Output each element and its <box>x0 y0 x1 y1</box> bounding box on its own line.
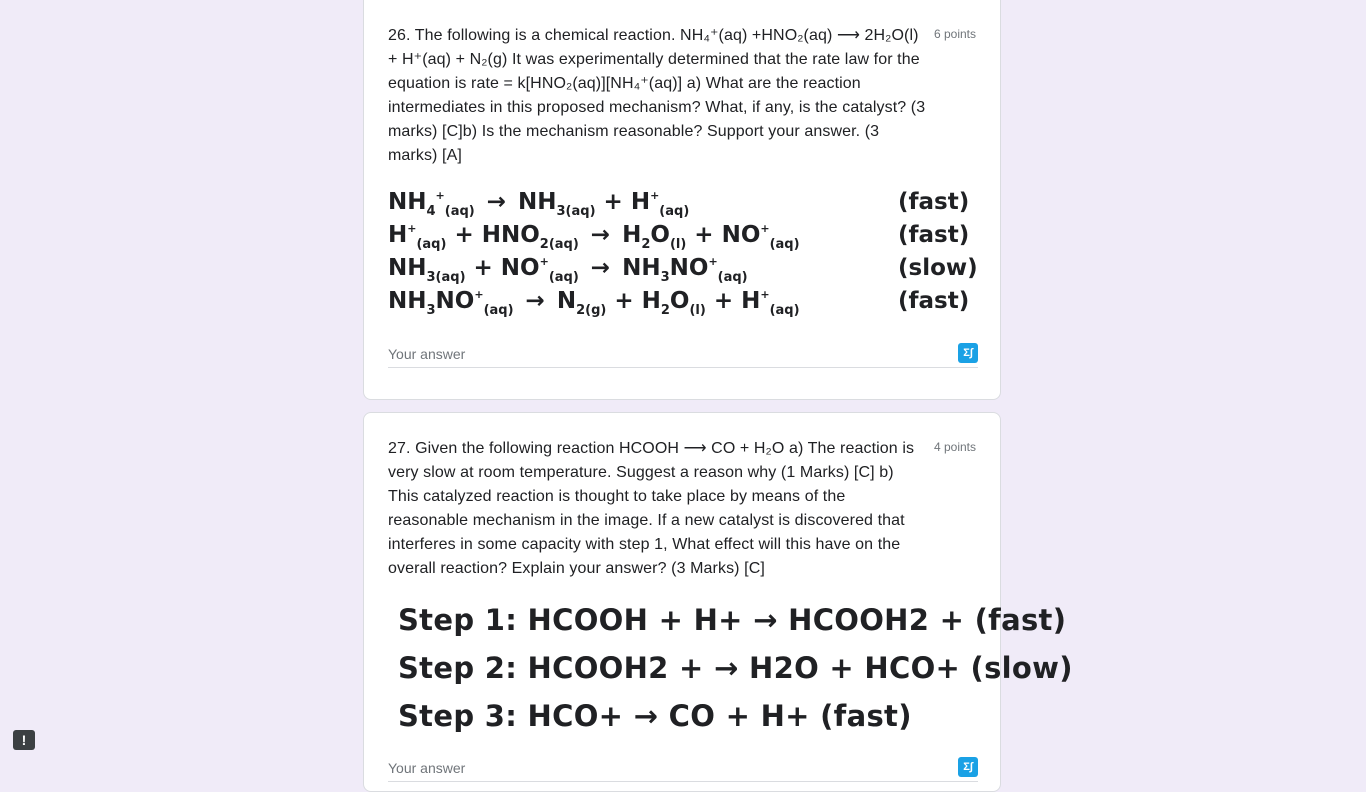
answer-input-27[interactable] <box>388 755 978 782</box>
answer-placeholder: Your answer <box>388 760 466 776</box>
question-card-27 <box>363 412 1073 792</box>
mechanism-rate-1: (fast) <box>898 189 970 215</box>
points-label: 6 points <box>933 27 976 41</box>
question-card-26 <box>363 0 1001 400</box>
equation-icon[interactable]: Σ∫ <box>958 343 978 363</box>
mechanism-image <box>388 189 978 329</box>
question-text: 27. Given the following reaction HCOOH ⟶ CO + H₂O a) The reaction is very slow at room temperature. Suggest a reason why (1 Marks) [C] b) This catalyzed reaction is thought to take place by means of the reasonable mechanism in the image. If a new catalyst is discovered that interferes in some capacity with step 1, What effect will this have on the overall reaction? Explain your answer? (3 Marks) [C] <box>388 440 915 577</box>
question-text: 26. The following is a chemical reaction. NH₄⁺(aq) +HNO₂(aq) ⟶ 2H₂O(l) + H⁺(aq) + N₂(g) It was experimentally determined that the rate law for the equation is rate = k[HNO₂(aq)][NH₄⁺(aq)] a) What are the reaction intermediates in this proposed mechanism? What, if any, is the catalyst? (3 marks) [C]b) Is the mechanism reasonable? Support your answer. (3 marks) [A] <box>388 27 926 164</box>
points-label: 4 points <box>933 440 976 454</box>
steps-image <box>388 603 1073 748</box>
mechanism-rate-3: (slow) <box>898 255 978 281</box>
step-3: Step 3: HCO+ → CO + H+ (fast) <box>398 699 912 733</box>
report-icon[interactable]: ! <box>13 730 35 750</box>
step-2: Step 2: HCOOH2 + → H2O + HCO+ (slow) <box>398 651 1073 685</box>
equation-icon[interactable]: Σ∫ <box>958 757 978 777</box>
mechanism-rate-2: (fast) <box>898 222 970 248</box>
mechanism-step-2: $H^+_{(aq)} + HNO_{2(aq)} \to H_2O_{(l)} + NO^+_{(aq)}$ <box>388 222 800 252</box>
answer-input-26[interactable] <box>388 341 978 368</box>
mechanism-step-3: $NH_{3(aq)} + NO^+_{(aq)} \to NH_3NO^+_{(aq)}$ <box>388 255 748 285</box>
mechanism-step-1: $NH_4^+_{(aq)} \to NH_{3(aq)} + H^+_{(aq)}$ <box>388 189 690 219</box>
question-header <box>388 437 976 581</box>
mechanism-rate-4: (fast) <box>898 288 970 314</box>
mechanism-step-4: $NH_3NO^+_{(aq)} \to N_{2(g)} + H_2O_{(l)} + H^+_{(aq)}$ <box>388 288 800 318</box>
answer-placeholder: Your answer <box>388 346 466 362</box>
question-header <box>388 24 976 168</box>
step-1: Step 1: HCOOH + H+ → HCOOH2 + (fast) <box>398 603 1067 637</box>
